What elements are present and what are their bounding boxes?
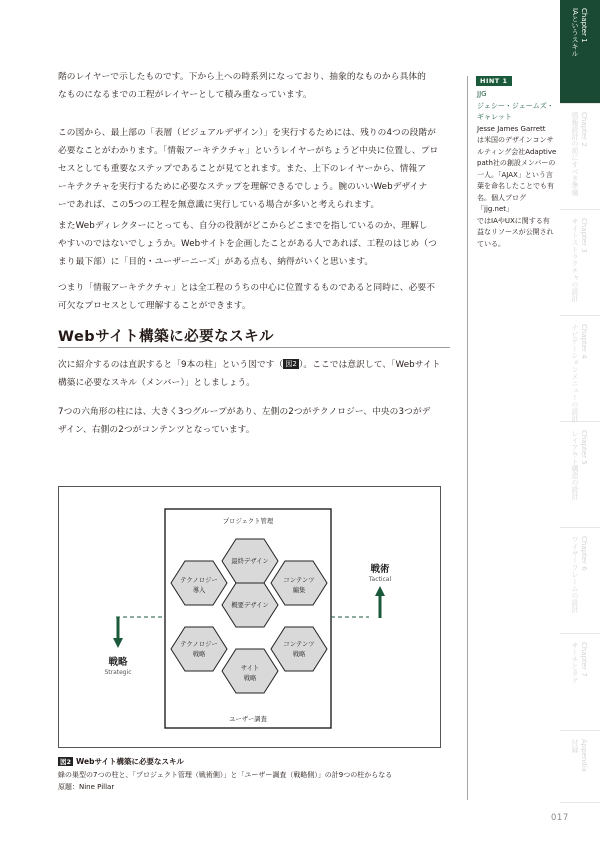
label-user-research: ユーザー調査	[229, 716, 267, 723]
text-line: やすいのではないでしょうか。Webサイトを企画したことがある人であれば、工程のはじめ（つ	[58, 239, 437, 249]
text-line: 階のレイヤーで示したものです。下から上への時系列になっており、抽象的なものから具体的	[58, 72, 426, 82]
tab-chapter-3[interactable]	[560, 210, 600, 316]
body-paragraph-3	[58, 217, 450, 271]
label-content-edit-1: コンテンツ	[283, 577, 315, 584]
tab-chapter-7[interactable]	[560, 634, 600, 731]
figure-caption-line-2: 原題：Nine Pillar	[58, 783, 115, 791]
text-line: 必要なことがわかります。「情報アーキテクチャ」というレイヤーがちょうど中央に位置し、プロ	[58, 146, 439, 156]
body-paragraph-5	[58, 356, 450, 392]
text-span: ）。ここでは意訳して、「Webサイト	[298, 360, 441, 370]
label-tech-strategy-2: 戦略	[192, 651, 206, 658]
text-line: つまり「情報アーキテクチャ」とは全工程のうちの中心に位置するものであると同時に、必要不	[58, 283, 435, 293]
tab-label: Chapter 7 サーチとタグ	[571, 642, 588, 684]
text-line: 益なリソースが公開され	[477, 228, 554, 236]
text-line: セスとしても重要なステップであることが見てとれます。また、上下のレイヤーから、情報ア	[58, 164, 427, 174]
body-paragraph-6	[58, 403, 450, 439]
tab-label: Chapter 5 レイアウト構造の設計	[571, 430, 588, 500]
label-content-strategy-1: コンテンツ	[283, 641, 315, 648]
text-line: 葉を命名したことでも有	[477, 182, 554, 190]
label-strategic-en: Strategic	[104, 669, 132, 676]
tab-appendix[interactable]	[560, 731, 600, 803]
text-line: 名。個人ブログ「jjg.net」	[477, 193, 526, 213]
label-site-strategy-2: 戦略	[243, 675, 257, 682]
text-line: この図から、最上部の「表層（ビジュアルデザイン）」を実行するためには、残りの4つの段階が	[58, 128, 437, 138]
text-line: は米国のデザインコンサ	[477, 136, 554, 144]
label-tactical-en: Tactical	[368, 576, 392, 583]
figure-caption-badge: 図2	[60, 758, 72, 766]
tactical-arrow-icon	[375, 586, 385, 618]
text-line: 一人。「AJAX」という言	[477, 170, 553, 179]
text-line: Jesse James Garrett	[477, 124, 546, 133]
label-content-strategy-2: 戦略	[292, 651, 306, 658]
section-heading: Webサイト構築に必要なスキル	[58, 329, 275, 345]
hint-note	[477, 89, 557, 250]
chapter-tab-bar	[560, 0, 600, 847]
text-span: 次に紹介するのは直訳すると「9本の柱」という図です（	[58, 360, 284, 370]
body-paragraph-2	[58, 124, 450, 214]
tab-label: Chapter 2 情報設計の前にすべき準備	[571, 112, 588, 196]
tab-chapter-2[interactable]	[560, 104, 600, 210]
tab-chapter-6[interactable]	[560, 528, 600, 634]
text-line: 可欠なプロセスとして理解することができます。	[58, 301, 251, 311]
text-line: まり最下部）に「目的・ユーザーニーズ」がある点も、納得がいくと思います。	[58, 257, 374, 267]
heading-rule	[58, 347, 450, 348]
figure-caption-title	[58, 756, 184, 767]
body-paragraph-4	[58, 279, 450, 315]
tab-label: Chapter 3 サイトストラクチャの設計	[571, 218, 588, 302]
hex-tech-strategy	[171, 627, 227, 671]
label-project-management: プロジェクト管理	[222, 518, 274, 525]
text-line: またWebディレクターにとっても、自分の役割がどこからどこまでを指しているのか、理解し	[58, 221, 428, 231]
hex-content-strategy	[271, 627, 327, 671]
hint-description	[477, 124, 557, 251]
text-line: JJG	[477, 90, 487, 98]
label-site-strategy-1: サイト	[240, 665, 260, 672]
body-paragraph-1	[58, 68, 450, 104]
label-tech-impl-1: テクノロジー	[180, 577, 218, 584]
text-line: path社の創設メンバーの	[477, 159, 556, 167]
tab-chapter-5[interactable]	[560, 422, 600, 528]
text-line: なものになるまでの工程がレイヤーとして積み重なっています。	[58, 90, 312, 100]
hint-name	[477, 89, 557, 124]
text-line: ている。	[477, 239, 505, 248]
text-line: ザイン、右側の2つがコンテンツとなっています。	[58, 425, 255, 435]
tab-label: Appendix 付録	[571, 739, 588, 772]
label-tech-strategy-1: テクノロジー	[180, 641, 218, 648]
tab-label: Chapter 4 ナビゲーションメニューの設計	[571, 324, 588, 422]
text-line: ジェシー・ジェームズ・	[477, 101, 554, 110]
tab-chapter-4[interactable]	[560, 316, 600, 422]
text-line: 7つの六角形の柱には、大きく3つグループがあり、左側の2つがテクノロジー、中央の3つがデ	[58, 407, 431, 417]
tab-label: Chapter 6 ワイヤーフレームの設計	[571, 536, 588, 613]
text-line: ーであれば、この5つの工程を無意識に実行している場合が多いと考えられます。	[58, 200, 380, 210]
caption-title-text: Webサイト構築に必要なスキル	[76, 757, 184, 766]
text-line: ーキテクチャを実行するために必要なステップを理解できるでしょう。腕のいいWebデザイナ	[58, 182, 428, 192]
label-tech-impl-2: 導入	[192, 587, 206, 594]
text-line: ではIAやUXに関する有	[477, 216, 550, 225]
sidebar-rule	[467, 76, 468, 800]
text-line: 構築に必要なスキル（メンバー）」としましょう。	[58, 378, 256, 388]
nine-pillars-diagram	[58, 486, 441, 748]
label-concept-design: 概要デザイン	[231, 602, 269, 609]
strategic-arrow-icon	[113, 617, 123, 648]
page-number: 017	[551, 813, 569, 823]
label-visual-design: 最終デザイン	[231, 558, 269, 565]
hint-badge: HINT 1	[476, 76, 512, 86]
text-line: ルティング会社Adaptive	[477, 147, 557, 156]
figure-caption-line-1: 蜂の巣型の7つの柱と、「プロジェクト管理（戦術側）」と「ユーザー調査（戦略側）」の計9つの柱からなる	[58, 771, 393, 779]
tab-label: Chapter 1 IAというスキル	[571, 8, 588, 57]
label-tactical-jp: 戦術	[370, 564, 390, 575]
label-content-edit-2: 編集	[292, 587, 306, 594]
text-line: ギャレット	[477, 113, 512, 121]
label-strategic-jp: 戦略	[108, 657, 128, 668]
tab-chapter-1[interactable]	[560, 0, 600, 104]
figure-ref-badge: 図2	[285, 360, 297, 368]
